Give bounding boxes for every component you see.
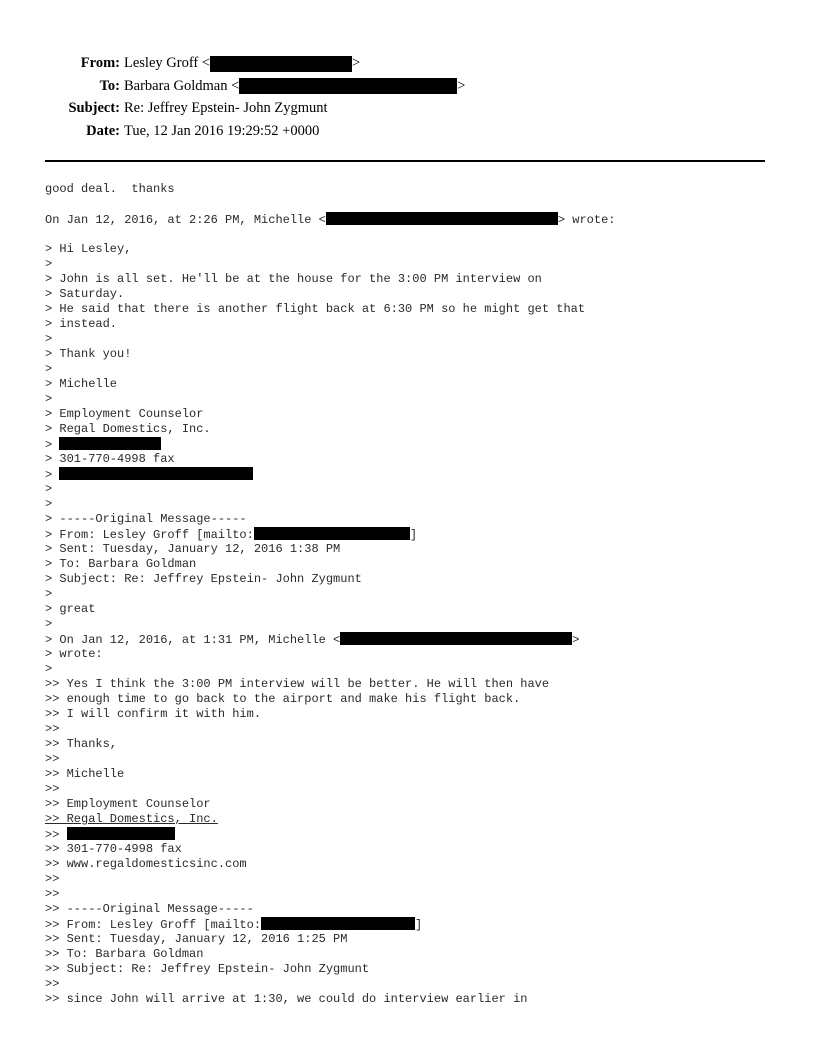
body-line: [45, 692, 785, 707]
redaction-bar: [261, 917, 415, 930]
body-line: [45, 422, 785, 437]
body-line: [45, 737, 785, 752]
body-line: [45, 602, 785, 617]
body-line: [45, 872, 785, 887]
body-line-text: >> enough time to go back to the airport and make his flight back.: [45, 692, 521, 706]
body-line: [45, 182, 785, 197]
body-line: [45, 377, 785, 392]
body-line-text: >: [45, 438, 60, 452]
from-row: [0, 52, 816, 75]
subject-row: [0, 97, 816, 120]
body-line-text: >> Sent: Tuesday, January 12, 2016 1:25 PM: [45, 932, 348, 946]
body-line-text: good deal. thanks: [45, 182, 175, 196]
body-line-text: > He said that there is another flight back at 6:30 PM so he might get that: [45, 302, 586, 316]
body-line: [45, 992, 785, 1007]
body-line: [45, 482, 785, 497]
body-line: [45, 617, 785, 632]
body-line: [45, 722, 785, 737]
body-line: [45, 392, 785, 407]
body-line: [45, 977, 785, 992]
body-line: [45, 647, 785, 662]
body-line-tail: > wrote:: [557, 213, 616, 227]
body-line: [45, 407, 785, 422]
body-line-text: > instead.: [45, 317, 118, 331]
body-line-text: > Sent: Tuesday, January 12, 2016 1:38 PM: [45, 542, 341, 556]
body-line-text: > wrote:: [45, 647, 103, 661]
body-line-text: >> Employment Counselor: [45, 797, 211, 811]
body-line-tail: ]: [409, 528, 418, 542]
header-divider: [45, 160, 765, 162]
body-line-text: >>: [45, 887, 60, 901]
body-line: [45, 827, 785, 842]
date-label: Date:: [86, 122, 120, 139]
from-tail: >: [352, 55, 361, 71]
body-line: [45, 512, 785, 527]
redaction-bar: [340, 632, 572, 645]
body-line-text: >>: [45, 782, 60, 796]
body-line-text: >: [45, 617, 53, 631]
body-line-text: >: [45, 362, 53, 376]
body-line-text: > Michelle: [45, 377, 118, 391]
body-line-text: > -----Original Message-----: [45, 512, 247, 526]
redaction-bar: [59, 437, 161, 450]
body-line: [45, 497, 785, 512]
body-line: [45, 527, 785, 542]
redaction-bar: [326, 212, 558, 225]
from-value: [124, 52, 360, 75]
body-line: [45, 347, 785, 362]
body-line-text: >: [45, 497, 53, 511]
body-line: [45, 857, 785, 872]
date-row: [0, 120, 816, 143]
body-line: [45, 917, 785, 932]
body-line-text: >> -----Original Message-----: [45, 902, 254, 916]
body-line-text: >> 301-770-4998 fax: [45, 842, 182, 856]
redaction-bar: [59, 467, 253, 480]
body-line-text: > Employment Counselor: [45, 407, 204, 421]
body-line-text: >>: [45, 722, 60, 736]
body-line: [45, 437, 785, 452]
body-line-text: > John is all set. He'll be at the house for the 3:00 PM interview on: [45, 272, 542, 286]
body-line-text: >> Thanks,: [45, 737, 118, 751]
body-line-text: >> To: Barbara Goldman: [45, 947, 204, 961]
body-line: [45, 197, 785, 212]
body-line: [45, 362, 785, 377]
body-line-text: >> since John will arrive at 1:30, we could do interview earlier in: [45, 992, 528, 1006]
body-line-text: >>: [45, 977, 60, 991]
body-line-text: > To: Barbara Goldman: [45, 557, 197, 571]
body-line: [45, 542, 785, 557]
body-line: [45, 887, 785, 902]
to-value: [124, 75, 465, 98]
body-line-text: >: [45, 392, 53, 406]
body-line-text: > Saturday.: [45, 287, 125, 301]
to-name: Barbara Goldman <: [124, 77, 240, 94]
body-line-text: >> Regal Domestics, Inc.: [45, 812, 218, 826]
body-line: [45, 797, 785, 812]
body-line-text: >>: [45, 752, 60, 766]
to-tail: >: [457, 77, 466, 94]
body-line: [45, 467, 785, 482]
body-line-text: > Thank you!: [45, 347, 132, 361]
from-label: From:: [80, 55, 120, 71]
email-header: [0, 52, 816, 142]
from-name: Lesley Groff <: [124, 55, 211, 71]
body-line-text: >> www.regaldomesticsinc.com: [45, 857, 247, 871]
body-line: [45, 242, 785, 257]
body-line-text: > great: [45, 602, 96, 616]
subject-label: Subject:: [68, 100, 120, 116]
body-line-text: >: [45, 587, 53, 601]
body-line-text: >>: [45, 828, 67, 842]
body-line: [45, 677, 785, 692]
body-line-text: > Hi Lesley,: [45, 242, 132, 256]
body-line: [45, 572, 785, 587]
body-line-text: On Jan 12, 2016, at 2:26 PM, Michelle <: [45, 213, 326, 227]
body-line-text: > On Jan 12, 2016, at 1:31 PM, Michelle <: [45, 633, 341, 647]
to-row: [0, 75, 816, 98]
body-line: [45, 272, 785, 287]
body-line: [45, 302, 785, 317]
body-line-text: >: [45, 257, 53, 271]
redaction-bar: [254, 527, 410, 540]
body-line-text: >> Michelle: [45, 767, 125, 781]
subject-value: Re: Jeffrey Epstein- John Zygmunt: [124, 100, 328, 116]
body-line: [45, 707, 785, 722]
body-line-tail: >: [572, 633, 580, 647]
body-line: [45, 317, 785, 332]
redaction-bar: [239, 78, 457, 94]
body-line-text: >> Yes I think the 3:00 PM interview will be better. He will then have: [45, 677, 550, 691]
body-line: [45, 932, 785, 947]
body-line: [45, 767, 785, 782]
body-line-text: >: [45, 662, 53, 676]
body-line-text: > Regal Domestics, Inc.: [45, 422, 211, 436]
body-line: [45, 752, 785, 767]
body-line: [45, 227, 785, 242]
date-value: Tue, 12 Jan 2016 19:29:52 +0000: [124, 122, 320, 139]
body-line: [45, 962, 785, 977]
body-line: [45, 782, 785, 797]
body-line: [45, 557, 785, 572]
body-line: [45, 587, 785, 602]
email-body: [45, 182, 785, 1007]
body-line-text: >: [45, 332, 53, 346]
body-line-text: > From: Lesley Groff [mailto:: [45, 528, 254, 542]
body-line: [45, 452, 785, 467]
body-line-text: > 301-770-4998 fax: [45, 452, 175, 466]
body-line: [45, 257, 785, 272]
body-line: [45, 632, 785, 647]
body-line: [45, 212, 785, 227]
body-line: [45, 947, 785, 962]
body-line: [45, 902, 785, 917]
body-line-text: >: [45, 482, 53, 496]
redaction-bar: [210, 56, 352, 72]
body-line: [45, 812, 785, 827]
body-line-text: > Subject: Re: Jeffrey Epstein- John Zygmunt: [45, 572, 362, 586]
body-line: [45, 662, 785, 677]
body-line: [45, 842, 785, 857]
body-line: [45, 287, 785, 302]
body-line-text: >>: [45, 872, 60, 886]
redaction-bar: [67, 827, 175, 840]
to-label: To:: [99, 77, 120, 94]
body-line-text: >: [45, 468, 60, 482]
body-line-text: >> From: Lesley Groff [mailto:: [45, 918, 262, 932]
body-line: [45, 332, 785, 347]
body-line-text: >> I will confirm it with him.: [45, 707, 262, 721]
body-line-tail: ]: [415, 918, 423, 932]
body-line-text: >> Subject: Re: Jeffrey Epstein- John Zygmunt: [45, 962, 370, 976]
